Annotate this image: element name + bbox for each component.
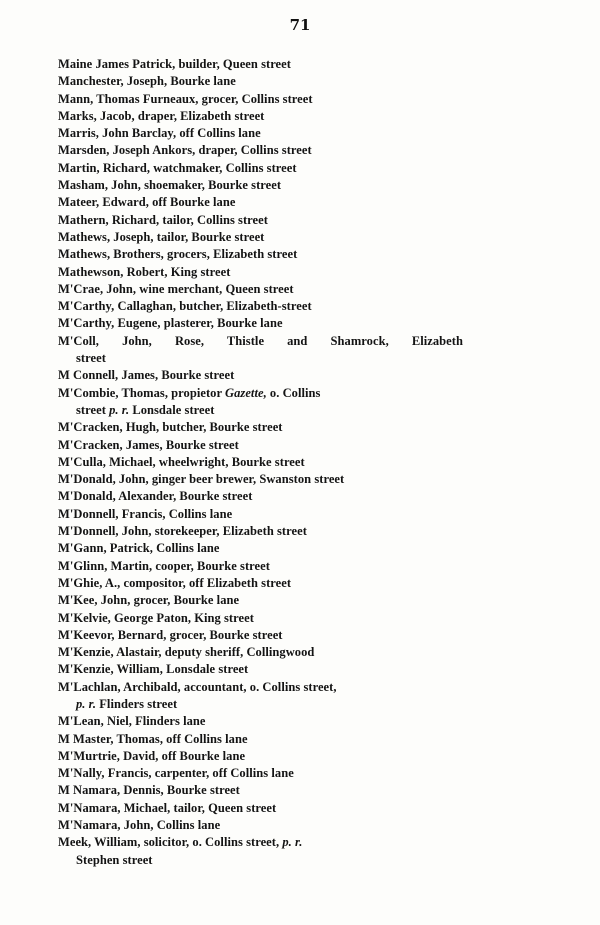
list-item-mlachlan (58, 679, 463, 714)
list-item: Marsden, Joseph Ankors, draper, Collins street (58, 143, 312, 158)
entry-italic-text: p. r. (109, 402, 130, 417)
list-item: Masham, John, shoemaker, Bourke street (58, 178, 282, 193)
entry-line (58, 834, 463, 851)
list-item: Mathewson, Robert, King street (58, 264, 231, 279)
entry-text: Meek, William, solicitor, o. Collins street, (58, 835, 283, 850)
list-item: M'Kelvie, George Paton, King street (58, 610, 254, 625)
list-item: M'Carthy, Callaghan, butcher, Elizabeth-street (58, 299, 312, 314)
list-item: Marris, John Barclay, off Collins lane (58, 126, 261, 141)
list-item-meek (58, 834, 463, 869)
list-item: M'Nally, Francis, carpenter, off Collins lane (58, 766, 294, 781)
list-item: M'Lean, Niel, Flinders lane (58, 714, 206, 729)
list-item: M'Gann, Patrick, Collins lane (58, 541, 220, 556)
list-item: Martin, Richard, watchmaker, Collins street (58, 160, 297, 175)
entry-continuation: street (76, 351, 106, 366)
entry-continuation (58, 402, 463, 419)
list-item: M'Donnell, Francis, Collins lane (58, 506, 233, 521)
list-item: M'Kenzie, Alastair, deputy sheriff, Collingwood (58, 645, 315, 660)
list-item: Marks, Jacob, draper, Elizabeth street (58, 108, 265, 123)
list-item: M'Murtrie, David, off Bourke lane (58, 748, 246, 763)
list-item: M'Donald, Alexander, Bourke street (58, 489, 253, 504)
list-item: M Namara, Dennis, Bourke street (58, 783, 240, 798)
list-item: M'Crae, John, wine merchant, Queen street (58, 281, 294, 296)
list-item: M'Kenzie, William, Lonsdale street (58, 662, 249, 677)
list-item: Mathern, Richard, tailor, Collins street (58, 212, 268, 227)
list-item: Mateer, Edward, off Bourke lane (58, 195, 236, 210)
list-item: M'Cracken, Hugh, butcher, Bourke street (58, 420, 283, 435)
list-item: M'Cracken, James, Bourke street (58, 437, 239, 452)
list-item-mcombie (58, 385, 463, 420)
entry-text: Flinders street (96, 696, 178, 711)
page-number: 71 (289, 16, 311, 34)
entry-continuation (58, 696, 463, 713)
entry-line: M'Coll, John, Rose, Thistle and Shamrock, Elizabeth (58, 333, 463, 348)
entry-line (58, 385, 463, 402)
entry-continuation: Stephen street (76, 852, 153, 867)
list-item: M Connell, James, Bourke street (58, 368, 235, 383)
list-item: Mann, Thomas Furneaux, grocer, Collins street (58, 91, 313, 106)
entry-italic-text: Gazette, (225, 385, 267, 400)
list-item: M'Ghie, A., compositor, off Elizabeth street (58, 575, 292, 590)
entry-text: street (76, 402, 110, 417)
list-item: M Master, Thomas, off Collins lane (58, 731, 248, 746)
list-item: Mathews, Brothers, grocers, Elizabeth street (58, 247, 298, 262)
list-item: M'Namara, John, Collins lane (58, 818, 221, 833)
list-item-mccoll (58, 333, 463, 368)
list-item: Manchester, Joseph, Bourke lane (58, 74, 236, 89)
list-item: M'Glinn, Martin, cooper, Bourke street (58, 558, 270, 573)
entry-text: o. Collins (266, 385, 321, 400)
entry-text: Lonsdale street (129, 402, 215, 417)
entry-line: M'Lachlan, Archibald, accountant, o. Collins street, (58, 679, 337, 694)
list-item: M'Carthy, Eugene, plasterer, Bourke lane (58, 316, 283, 331)
list-item: M'Donald, John, ginger beer brewer, Swanston street (58, 472, 345, 487)
entry-italic-text: p. r. (76, 696, 97, 711)
list-item: M'Kee, John, grocer, Bourke lane (58, 593, 240, 608)
entry-italic-text: p. r. (282, 835, 303, 850)
list-item: Maine James Patrick, builder, Queen street (58, 57, 291, 71)
list-item: M'Namara, Michael, tailor, Queen street (58, 800, 277, 815)
list-item: M'Keevor, Bernard, grocer, Bourke street (58, 627, 283, 642)
list-item: M'Donnell, John, storekeeper, Elizabeth street (58, 524, 307, 539)
list-item: Mathews, Joseph, tailor, Bourke street (58, 229, 265, 244)
list-item: M'Culla, Michael, wheelwright, Bourke street (58, 454, 305, 469)
entry-text: M'Combie, Thomas, propietor (58, 385, 226, 400)
directory-list (58, 56, 463, 869)
